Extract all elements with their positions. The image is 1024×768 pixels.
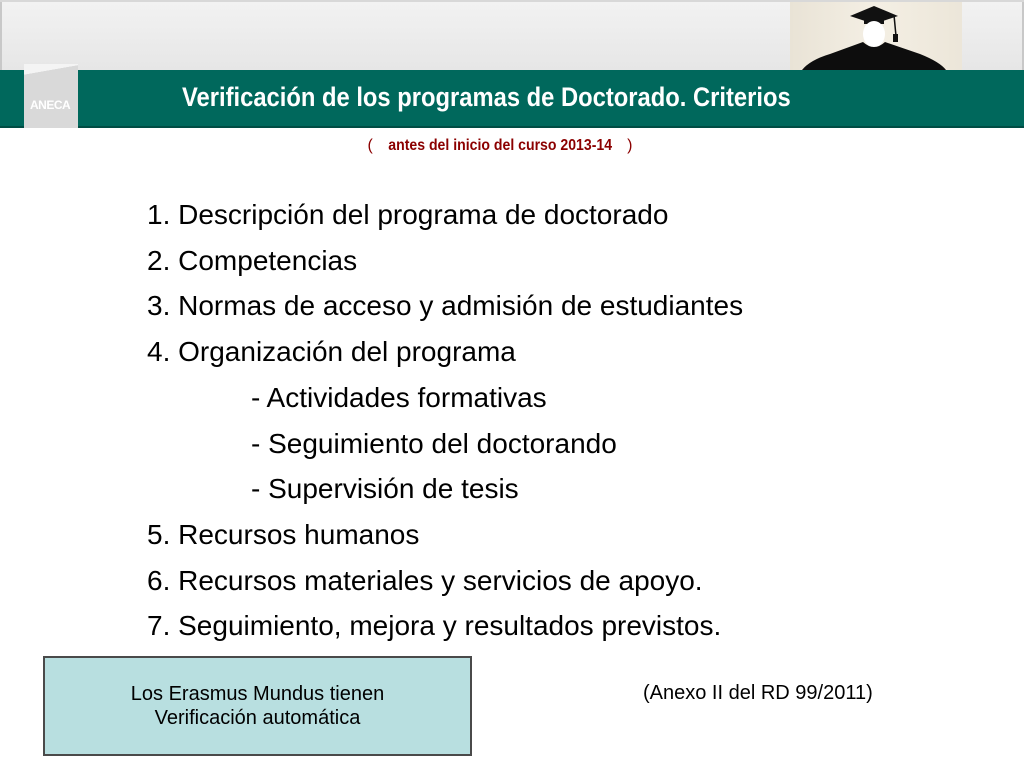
criteria-item: 3. Normas de acceso y admisión de estudiantes — [147, 290, 744, 322]
criteria-subitem: - Seguimiento del doctorando — [251, 427, 617, 459]
criteria-item: 5. Recursos humanos — [147, 518, 420, 550]
logo-box — [24, 64, 78, 128]
criteria-subitem: - Actividades formativas — [251, 381, 547, 413]
criteria-list — [147, 192, 743, 649]
criteria-item: 2. Competencias — [147, 244, 358, 276]
criteria-item: 7. Seguimiento, mejora y resultados previstos. — [147, 610, 722, 642]
slide-subtitle — [0, 137, 1000, 155]
note-line-2: Verificación automática — [154, 707, 361, 729]
subtitle-text: antes del inicio del curso 2013-14 — [388, 137, 612, 154]
graduate-silhouette-icon — [790, 2, 962, 70]
criteria-item: 6. Recursos materiales y servicios de apoyo. — [147, 564, 703, 596]
erasmus-note-box — [43, 656, 472, 756]
criteria-item: 1. Descripción del programa de doctorado — [147, 199, 669, 230]
annex-reference: (Anexo II del RD 99/2011) — [643, 682, 873, 704]
note-line-1: Los Erasmus Mundus tienen — [130, 683, 385, 705]
criteria-item: 4. Organización del programa — [147, 336, 516, 368]
criteria-subitem: - Supervisión de tesis — [251, 473, 519, 505]
aneca-logo: ANECA — [30, 98, 71, 112]
slide-title: Verificación de los programas de Doctorado. Criterios — [182, 82, 791, 112]
graduate-photo — [790, 2, 962, 70]
subtitle-close-paren: ) — [627, 137, 633, 154]
subtitle-open-paren: ( — [367, 137, 373, 154]
